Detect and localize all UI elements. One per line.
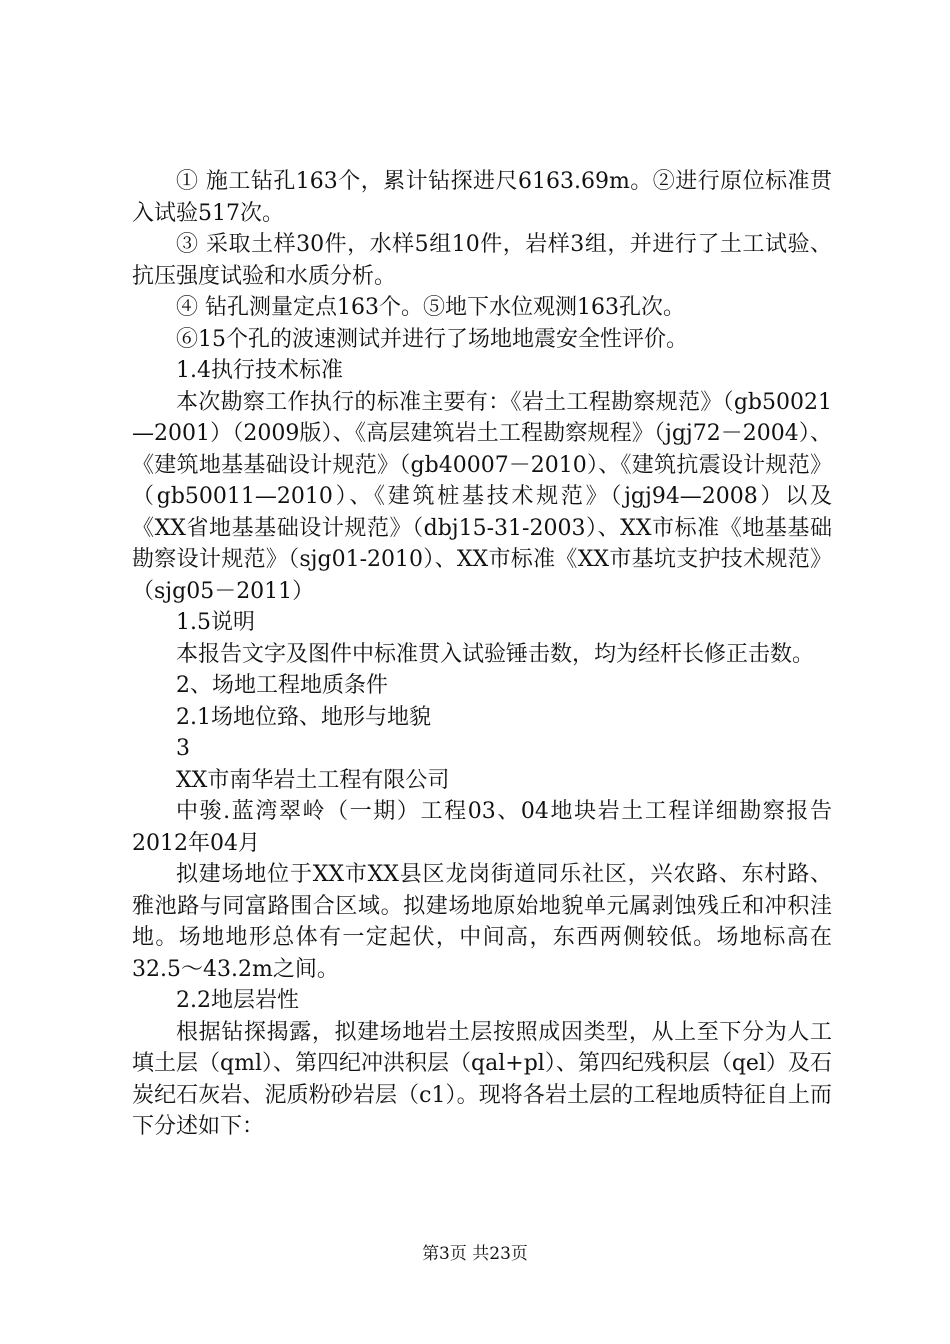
section-heading-2-2: 2.2地层岩性 bbox=[176, 988, 299, 1013]
paragraph-site-location: 拟建场地位于XX市XX县区龙岗街道同乐社区，兴农路、东村路、雅池路与同富路围合区域。拟建场地原始地貌单元属剥蚀残丘和冲积洼地。场地地形总体有一定起伏，中间高，东西两侧较低。场地标高在32.5～43.2m之间。 bbox=[132, 862, 832, 982]
company-name-line: XX市南华岩土工程有限公司 bbox=[176, 767, 450, 793]
section-heading-1-4: 1.4执行技术标准 bbox=[176, 358, 343, 383]
document-body bbox=[132, 166, 832, 1143]
report-title-line: 中骏.蓝湾翠岭（一期）工程03、04地块岩土工程详细勘察报告2012年04月 bbox=[132, 799, 832, 856]
paragraph-explanation: 本报告文字及图件中标准贯入试验锤击数，均为经杆长修正击数。 bbox=[176, 641, 815, 667]
page-footer: 第3页 共23页 bbox=[422, 1244, 528, 1264]
paragraph-sampling-summary: ③ 采取土样30件，水样5组10件，岩样3组，并进行了土工试验、抗压强度试验和水质分析。 bbox=[132, 232, 832, 289]
paragraph-drilling-summary: ① 施工钻孔163个，累计钻探进尺6163.69m。②进行原位标准贯入试验517次。 bbox=[132, 169, 832, 226]
inline-page-number: 3 bbox=[176, 736, 190, 761]
section-heading-1-5: 1.5说明 bbox=[176, 610, 255, 635]
paragraph-wave-velocity: ⑥15个孔的波速测试并进行了场地地震安全性评价。 bbox=[176, 326, 688, 352]
paragraph-survey-points: ④ 钻孔测量定点163个。⑤地下水位观测163孔次。 bbox=[176, 295, 685, 320]
section-heading-2: 2、场地工程地质条件 bbox=[176, 673, 388, 698]
paragraph-strata: 根据钻探揭露，拟建场地岩土层按照成因类型，从上至下分为人工填土层（qml）、第四纪冲洪积层（qal+pl）、第四纪残积层（qel）及石炭纪石灰岩、泥质粉砂岩层（c1）。现将各岩土层的工程地质特征自上而下分述如下： bbox=[132, 1019, 832, 1139]
paragraph-technical-standards: 本次勘察工作执行的标准主要有：《岩土工程勘察规范》（gb50021—2001）（2009版）、《高层建筑岩土工程勘察规程》（jgj72－2004）、《建筑地基基础设计规范》（gb40007－2010）、《建筑抗震设计规范》（gb50011—2010）、《建筑桩基技术规范》（jgj94—2008）以及《XX省地基基础设计规范》（dbj15-31-2003）、XX市标准《地基基础勘察设计规范》（sjg01-2010）、XX市标准《XX市基坑支护技术规范》（sjg05－2011） bbox=[132, 389, 832, 604]
section-heading-2-1: 2.1场地位臵、地形与地貌 bbox=[176, 704, 431, 730]
